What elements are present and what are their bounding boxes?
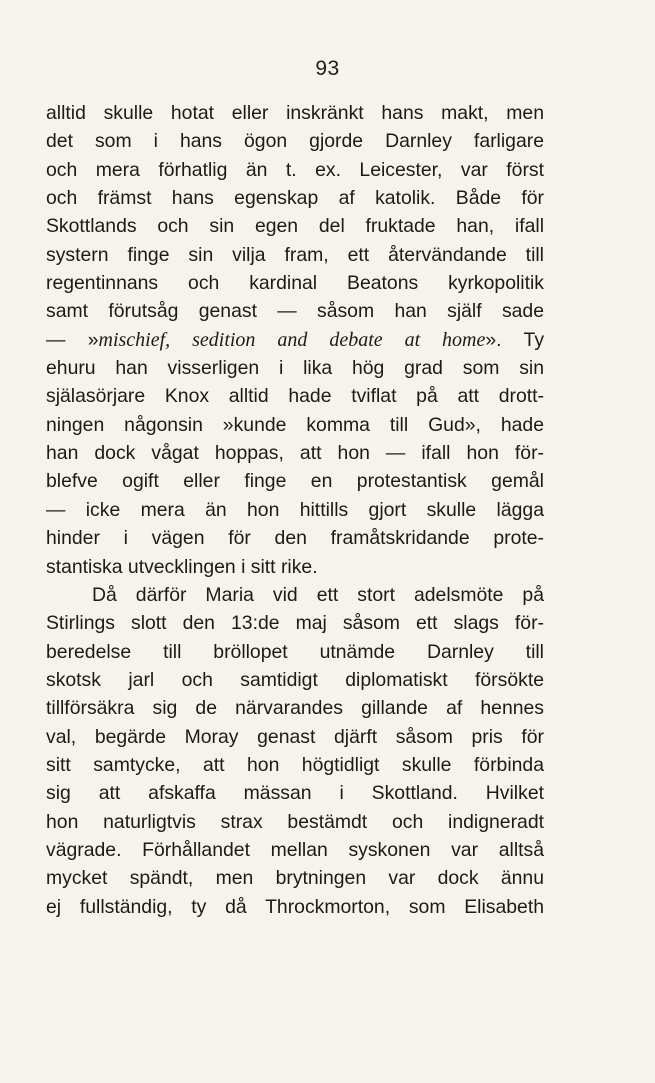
text-line: hinder i vägen för den framåtskridande prote- bbox=[46, 527, 544, 550]
text-line: alltid skulle hotat eller inskränkt hans makt, men bbox=[46, 102, 544, 124]
text-line-paragraph-start: Då därför Maria vid ett stort adelsmöte på bbox=[92, 583, 544, 606]
text-line: sig att afskaffa mässan i Skottland. Hvilket bbox=[46, 782, 544, 805]
text-line: han dock vågat hoppas, att hon — ifall hon för- bbox=[46, 442, 544, 465]
text-line: Stirlings slott den 13:de maj såsom ett slags för- bbox=[46, 612, 544, 635]
text-line-quote bbox=[46, 326, 544, 354]
page-number: 93 bbox=[315, 57, 340, 80]
text-line: — icke mera än hon hittills gjort skulle lägga bbox=[46, 498, 544, 521]
text-line: val, begärde Moray genast djärft såsom pris för bbox=[46, 725, 544, 748]
text-line: och främst hans egenskap af katolik. Både för bbox=[46, 187, 544, 210]
body-text bbox=[46, 99, 544, 921]
text-line: systern finge sin vilja fram, ett återvändande till bbox=[46, 243, 544, 266]
text-line: mycket spändt, men brytningen var dock ännu bbox=[46, 867, 544, 890]
text-line: skotsk jarl och samtidigt diplomatiskt försökte bbox=[46, 668, 544, 691]
text-line: ej fullständig, ty då Throckmorton, som Elisabeth bbox=[46, 895, 544, 918]
text-line: stantiska utvecklingen i sitt rike. bbox=[46, 555, 318, 578]
text-line: ehuru han visserligen i lika hög grad som sin bbox=[46, 357, 544, 380]
quote-suffix: ». Ty bbox=[485, 328, 545, 351]
text-line: Skottlands och sin egen del fruktade han, ifall bbox=[46, 215, 544, 238]
text-line: hon naturligtvis strax bestämdt och indigneradt bbox=[46, 810, 544, 833]
text-line: själasörjare Knox alltid hade tviflat på att drott- bbox=[46, 385, 544, 408]
text-line: det som i hans ögon gjorde Darnley farligare bbox=[46, 130, 544, 153]
text-line: sitt samtycke, att hon högtidligt skulle förbinda bbox=[46, 753, 544, 776]
quote-prefix: — » bbox=[46, 328, 99, 351]
text-line: samt förutsåg genast — såsom han själf sade bbox=[46, 300, 544, 323]
text-line: och mera förhatlig än t. ex. Leicester, var först bbox=[46, 158, 544, 181]
text-line: vägrade. Förhållandet mellan syskonen var alltså bbox=[46, 838, 544, 861]
text-line: blefve ogift eller finge en protestantisk gemål bbox=[46, 470, 544, 493]
text-line: beredelse till bröllopet utnämde Darnley till bbox=[46, 640, 544, 663]
text-line: regentinnans och kardinal Beatons kyrkopolitik bbox=[46, 272, 544, 295]
text-line: tillförsäkra sig de närvarandes gillande af hennes bbox=[46, 697, 544, 720]
text-line: ningen någonsin »kunde komma till Gud», hade bbox=[46, 413, 544, 436]
quote-italic: mischief, sedition and debate at home bbox=[98, 328, 486, 351]
